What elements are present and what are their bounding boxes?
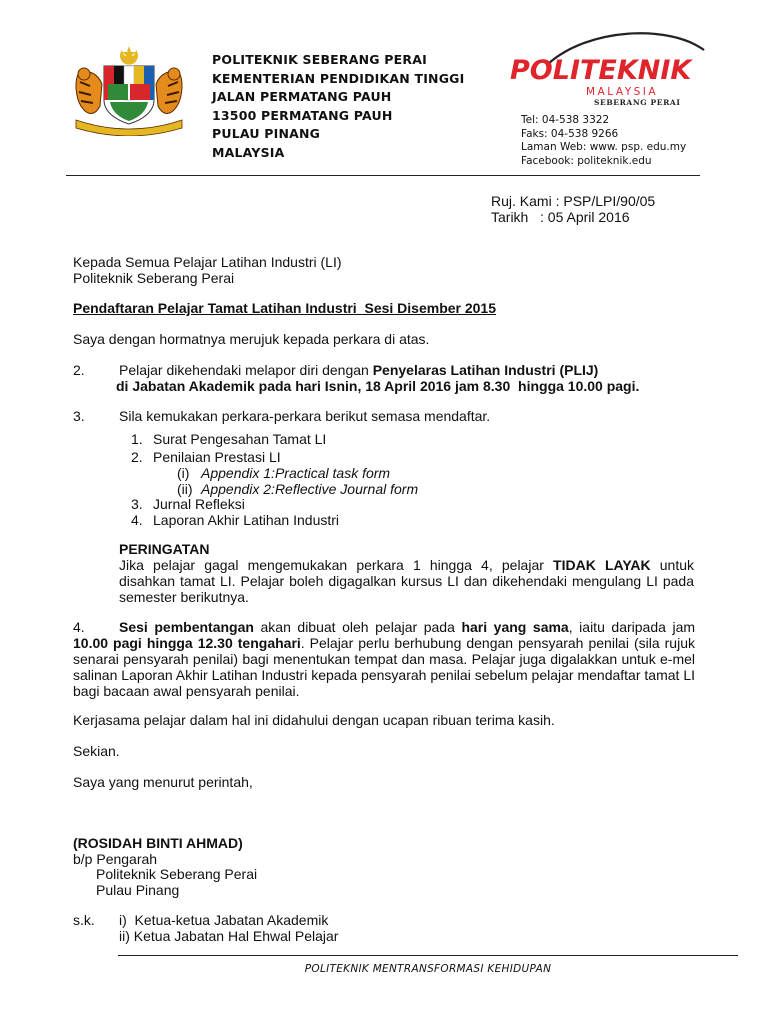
checklist-item-3-text: Jurnal Refleksi	[153, 496, 245, 512]
address-line-4: 13500 PERMATANG PAUH	[212, 107, 393, 123]
header-divider	[66, 175, 700, 176]
contact-fax: Faks: 04-538 9266	[521, 127, 619, 140]
letter-subject: Pendaftaran Pelajar Tamat Latihan Industri Sesi Disember 2015	[73, 300, 497, 316]
para-2-line-2: di Jabatan Akademik pada hari Isnin, 18 April 2016 jam 8.30 hingga 10.00 pagi.	[116, 378, 640, 394]
checklist-item-4-num: 4.	[131, 512, 143, 528]
address-line-2: KEMENTERIAN PENDIDIKAN TINGGI	[212, 70, 465, 86]
checklist-item-2-num: 2.	[131, 449, 143, 465]
warning-text-post: untuk disahkan tamat LI. Pelajar boleh digagalkan kursus LI dan dikehendaki mengulang LI pada semester berikutnya.	[119, 557, 694, 605]
para-4-same-day: hari yang sama	[461, 619, 569, 635]
para-2-plij: Penyelaras Latihan Industri (PLIJ)	[372, 362, 599, 378]
institution-address	[212, 51, 492, 162]
para-3-text: Sila kemukakan perkara-perkara berikut semasa mendaftar.	[119, 408, 491, 424]
address-line-1: POLITEKNIK SEBERANG PERAI	[212, 52, 427, 67]
checklist-item-3-num: 3.	[131, 496, 143, 512]
signatory-place: Pulau Pinang	[96, 882, 180, 898]
recipient-line-1: Kepada Semua Pelajar Latihan Industri (LI)	[73, 254, 342, 270]
checklist-subitem-1-text: Appendix 1:Practical task form	[201, 465, 391, 481]
para-2-text: Pelajar dikehendaki melapor diri dengan	[119, 362, 373, 378]
address-line-3: JALAN PERMATANG PAUH	[212, 89, 392, 104]
footer-slogan: POLITEKNIK MENTRANSFORMASI KEHIDUPAN	[304, 963, 552, 975]
signatory-org: Politeknik Seberang Perai	[96, 866, 258, 882]
checklist-item-1-text: Surat Pengesahan Tamat LI	[153, 431, 327, 447]
checklist-subitem-1	[177, 465, 391, 481]
para-2-number: 2.	[73, 362, 85, 378]
footer-divider	[118, 955, 738, 956]
reference-number: Ruj. Kami : PSP/LPI/90/05	[491, 193, 656, 209]
closing-perintah: Saya yang menurut perintah,	[73, 774, 253, 790]
para-4-text-2: , iaitu daripada jam	[568, 619, 696, 635]
para-4-text-3: . Pelajar perlu berhubung dengan pensyarah penilai (sila rujuk senarai pensyarah penilai) bagi menentukan tempat dan masa. Pelajar juga digalakkan untuk e-mel salinan Laporan Akhir Latihan Industri kepada pensyarah penilai sebelum pelajar mendaftar tamat LI bagi bacaan awal pensyarah penilai.	[73, 635, 695, 699]
contact-details	[521, 114, 721, 168]
checklist-item-4-text: Laporan Akhir Latihan Industri	[153, 512, 340, 528]
para-4-number: 4.	[73, 619, 85, 635]
para-3-number: 3.	[73, 408, 85, 424]
checklist-item-2	[131, 449, 281, 465]
checklist-subitem-2-num: (ii)	[177, 481, 193, 497]
contact-tel: Tel: 04-538 3322	[521, 114, 610, 126]
checklist-item-2-text: Penilaian Prestasi LI	[153, 449, 281, 465]
cc-label: s.k.	[73, 912, 95, 928]
warning-text-pre: Jika pelajar gagal mengemukakan perkara 1 hingga 4, pelajar	[119, 557, 554, 573]
recipient-line-2: Politeknik Seberang Perai	[73, 270, 235, 286]
checklist-item-1	[131, 431, 327, 447]
checklist-item-3	[131, 496, 245, 512]
checklist-subitem-1-num: (i)	[177, 465, 190, 481]
contact-facebook: Facebook: politeknik.edu	[521, 154, 652, 167]
opening-line: Saya dengan hormatnya merujuk kepada perkara di atas.	[73, 331, 430, 347]
para-2-line-1	[119, 362, 719, 378]
contact-web: Laman Web: www. psp. edu.my	[521, 141, 687, 153]
cc-item-2: ii) Ketua Jabatan Hal Ehwal Pelajar	[119, 928, 339, 944]
reference-date: Tarikh : 05 April 2016	[491, 209, 630, 225]
cc-item-1: i) Ketua-ketua Jabatan Akademik	[119, 912, 329, 928]
signatory-title: b/p Pengarah	[73, 851, 158, 867]
coat-of-arms-icon	[70, 44, 188, 136]
checklist-item-4	[131, 512, 340, 528]
recipient	[73, 254, 673, 286]
closing-sekian: Sekian.	[73, 743, 120, 759]
address-line-5: PULAU PINANG	[212, 126, 321, 141]
para-4-text	[73, 619, 695, 699]
checklist-item-1-num: 1.	[131, 431, 143, 447]
politeknik-logo	[508, 30, 708, 108]
logo-country: MALAYSIA	[586, 86, 659, 98]
warning-text	[119, 557, 694, 605]
para-4-session: Sesi pembentangan	[119, 619, 254, 635]
signatory-name: (ROSIDAH BINTI AHMAD)	[73, 835, 243, 851]
warning-not-eligible: TIDAK LAYAK	[553, 557, 651, 573]
para-4-text-1: akan dibuat oleh pelajar pada	[253, 619, 462, 635]
address-line-6: MALAYSIA	[212, 144, 285, 160]
logo-campus: SEBERANG PERAI	[594, 98, 681, 107]
checklist-subitem-2	[177, 481, 419, 497]
reference-block	[491, 193, 731, 225]
warning-title: PERINGATAN	[119, 541, 210, 557]
para-4-time: 10.00 pagi hingga 12.30 tengahari	[73, 635, 301, 651]
logo-wordmark: POLITEKNIK	[510, 55, 692, 86]
checklist-subitem-2-text: Appendix 2:Reflective Journal form	[201, 481, 419, 497]
closing-thanks: Kerjasama pelajar dalam hal ini didahului dengan ucapan ribuan terima kasih.	[73, 712, 555, 728]
